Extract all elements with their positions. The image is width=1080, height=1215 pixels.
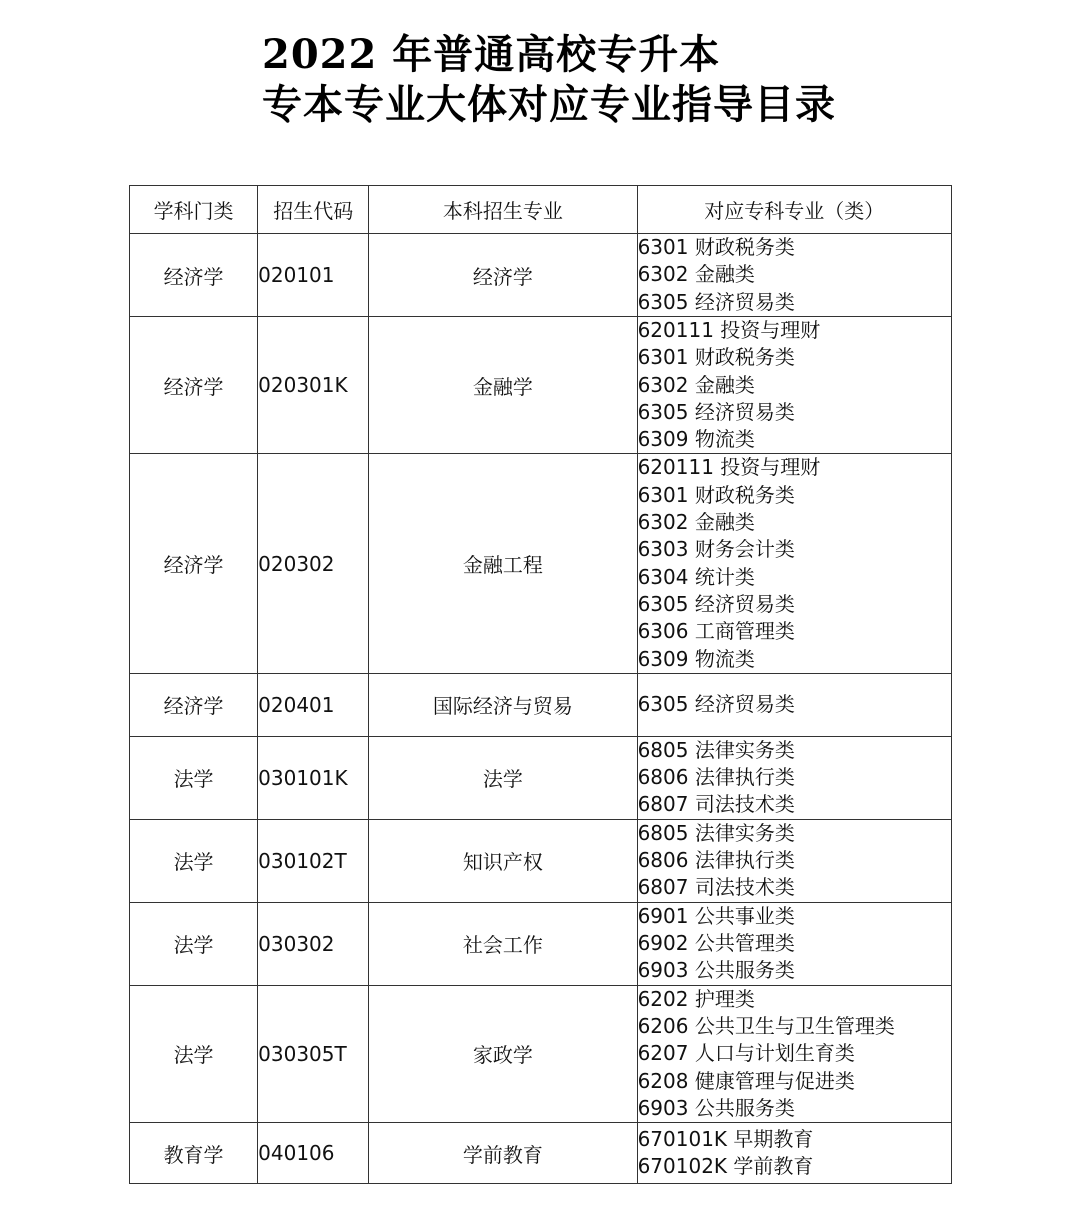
cell-major: 金融学 [369,317,637,454]
cell-major: 国际经济与贸易 [369,673,637,736]
header-category: 学科门类 [130,186,258,234]
table-row [130,673,952,736]
table-row [130,902,952,985]
header-corresponding: 对应专科专业（类） [637,186,951,234]
title-line-1: 2022 年普通高校专升本 [262,31,721,78]
list-item: 6302 金融类 [637,510,755,535]
cell-code: 030302 [258,902,369,985]
cell-corresponding-list [637,902,951,985]
table-row [130,317,952,454]
list-item: 6806 法律执行类 [637,765,795,790]
list-item: 6305 经济贸易类 [637,289,795,314]
cell-corresponding-list [637,985,951,1122]
list-item: 6309 物流类 [637,646,755,671]
list-item: 6306 工商管理类 [637,619,795,644]
cell-code: 030305T [258,985,369,1122]
list-item: 6807 司法技术类 [637,792,795,817]
list-item: 6305 经济贸易类 [637,692,795,717]
list-item: 620111 投资与理财 [637,318,821,342]
header-major: 本科招生专业 [369,186,637,234]
cell-major: 金融工程 [369,454,637,673]
header-code: 招生代码 [258,186,369,234]
list-item: 6302 金融类 [637,262,755,287]
cell-category: 教育学 [130,1123,258,1184]
cell-corresponding-list [637,454,951,673]
table-row [130,1123,952,1184]
list-item: 6903 公共服务类 [637,1095,795,1120]
title-line-2: 专本专业大体对应专业指导目录 [262,81,836,128]
cell-category: 经济学 [130,234,258,317]
list-item: 6303 财务会计类 [637,537,795,562]
table-row [130,985,952,1122]
list-item: 670101K 早期教育 [637,1126,814,1151]
cell-category: 法学 [130,985,258,1122]
list-item: 6903 公共服务类 [637,958,795,983]
table-row [130,736,952,819]
cell-category: 法学 [130,819,258,902]
list-item: 6304 统计类 [637,564,755,589]
cell-code: 030102T [258,819,369,902]
cell-category: 法学 [130,902,258,985]
cell-corresponding-list [637,736,951,819]
list-item: 6305 经济贸易类 [637,591,795,616]
cell-major: 经济学 [369,234,637,317]
list-item: 6309 物流类 [637,427,755,452]
major-mapping-table [129,185,952,1184]
document-title [262,30,836,130]
cell-major: 学前教育 [369,1123,637,1184]
cell-code: 020301K [258,317,369,454]
list-item: 6208 健康管理与促进类 [637,1068,855,1093]
list-item: 6902 公共管理类 [637,931,795,956]
cell-category: 经济学 [130,317,258,454]
list-item: 6207 人口与计划生育类 [637,1041,855,1066]
table-row [130,819,952,902]
list-item: 6806 法律执行类 [637,848,795,873]
list-item: 6805 法律实务类 [637,820,795,845]
list-item: 6301 财政税务类 [637,235,795,260]
table-header-row [130,186,952,234]
list-item: 620111 投资与理财 [637,455,821,480]
cell-corresponding-list [637,317,951,454]
list-item: 670102K 学前教育 [637,1154,814,1179]
cell-major: 法学 [369,736,637,819]
cell-code: 030101K [258,736,369,819]
list-item: 6301 财政税务类 [637,482,795,507]
cell-code: 020101 [258,234,369,317]
cell-corresponding-list [637,234,951,317]
cell-category: 经济学 [130,454,258,673]
list-item: 6805 法律实务类 [637,737,795,762]
cell-code: 020401 [258,673,369,736]
cell-code: 040106 [258,1123,369,1184]
cell-category: 法学 [130,736,258,819]
list-item: 6901 公共事业类 [637,903,795,928]
cell-major: 家政学 [369,985,637,1122]
cell-corresponding-list [637,1123,951,1184]
cell-major: 知识产权 [369,819,637,902]
cell-major: 社会工作 [369,902,637,985]
cell-corresponding-list [637,673,951,736]
list-item: 6807 司法技术类 [637,875,795,900]
cell-code: 020302 [258,454,369,673]
list-item: 6305 经济贸易类 [637,399,795,424]
list-item: 6202 护理类 [637,986,755,1011]
table-row [130,234,952,317]
list-item: 6206 公共卫生与卫生管理类 [637,1013,895,1038]
cell-corresponding-list [637,819,951,902]
list-item: 6302 金融类 [637,372,755,397]
cell-category: 经济学 [130,673,258,736]
table-row [130,454,952,673]
list-item: 6301 财政税务类 [637,345,795,370]
